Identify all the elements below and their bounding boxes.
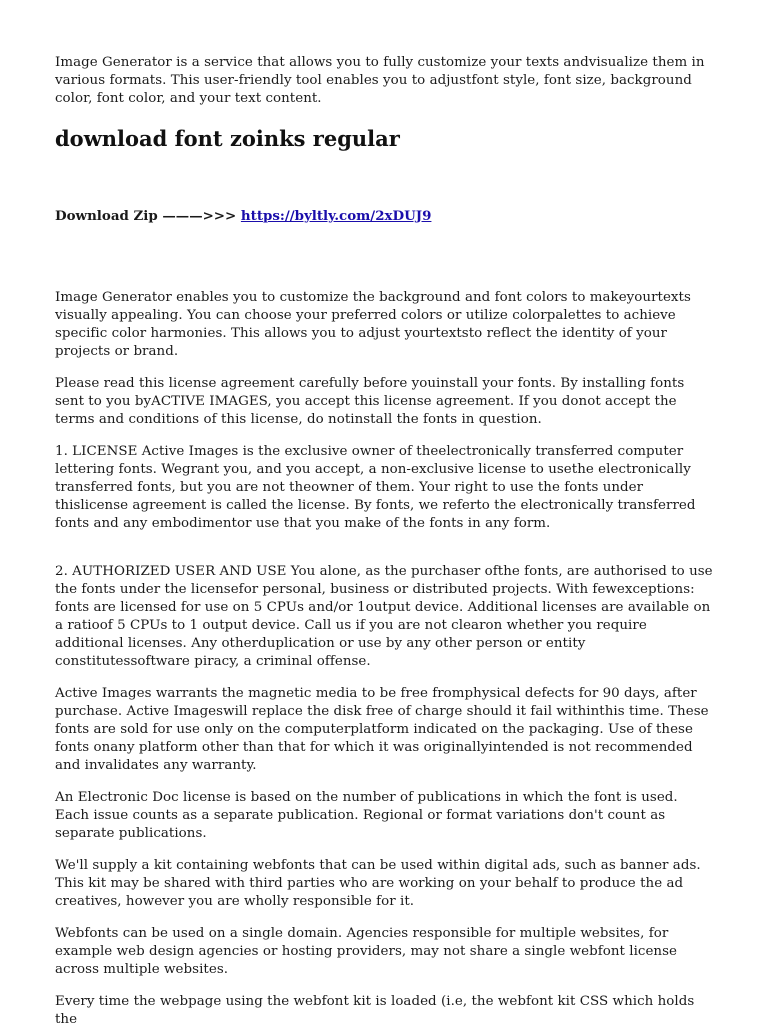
paragraph-license-section-1: 1. LICENSE Active Images is the exclusive owner of theelectronically transferred computer lettering fonts. Wegrant you, and you accept, a non-exclusive license to usethe electronically transferred fonts, but you are not theowner of them. Your right to use the fonts under thislicense agreement is called the license. By fonts, we referto the electronically transferred fonts and any embodimentor use that you make of the fonts in any form. <box>55 444 696 531</box>
page-title: download font zoinks regular <box>55 126 400 151</box>
paragraph-webfont-load: Every time the webpage using the webfont kit is loaded (i.e, the webfont kit CSS which holds the <box>55 994 695 1027</box>
intro-paragraph: Image Generator is a service that allows you to fully customize your texts andvisualize them in various formats. This user-friendly tool enables you to adjustfont style, font size, background color, font color, and your text content. <box>55 55 705 106</box>
paragraph-webfont-kit: We'll supply a kit containing webfonts that can be used within digital ads, such as banner ads. This kit may be shared with third parties who are working on your behalf to produce the ad creatives, however you are wholly responsible for it. <box>55 858 701 909</box>
paragraph-customize: Image Generator enables you to customize the background and font colors to makeyourtexts visually appealing. You can choose your preferred colors or utilize colorpalettes to achieve specific color harmonies. This allows you to adjust yourtextsto reflect the identity of your projects or brand. <box>55 290 691 359</box>
paragraph-webfont-domain: Webfonts can be used on a single domain. Agencies responsible for multiple websites, for example web design agencies or hosting providers, may not share a single webfont license across multiple websites. <box>55 926 677 977</box>
download-link[interactable]: https://byltly.com/2xDUJ9 <box>240 208 432 224</box>
paragraph-license-intro: Please read this license agreement carefully before youinstall your fonts. By installing fonts sent to you byACTIVE IMAGES, you accept this license agreement. If you donot accept the terms and conditions of this license, do notinstall the fonts in question. <box>55 376 685 427</box>
document-page <box>55 54 715 1029</box>
download-label: Download Zip ———>>> <box>55 208 241 224</box>
paragraph-license-section-2: 2. AUTHORIZED USER AND USE You alone, as the purchaser ofthe fonts, are authorised to use the fonts under the licensefor personal, business or distributed projects. With fewexceptions: fonts are licensed for use on 5 CPUs and/or 1output device. Additional licenses are available on a ratioof 5 CPUs to 1 output device. Call us if you are not clearon whether you require additional licenses. Any otherduplication or use by any other person or entity constitutessoftware piracy, a criminal offense. <box>55 564 713 669</box>
paragraph-warranty: Active Images warrants the magnetic media to be free fromphysical defects for 90 days, after purchase. Active Imageswill replace the disk free of charge should it fail withinthis time. These fonts are sold for use only on the computerplatform indicated on the packaging. Use of these fonts onany platform other than that for which it was originallyintended is not recommended and invalidates any warranty. <box>55 686 709 773</box>
paragraph-electronic-doc: An Electronic Doc license is based on the number of publications in which the font is used. Each issue counts as a separate publication. Regional or format variations don't count as separate publications. <box>55 790 678 841</box>
download-line <box>55 207 715 225</box>
